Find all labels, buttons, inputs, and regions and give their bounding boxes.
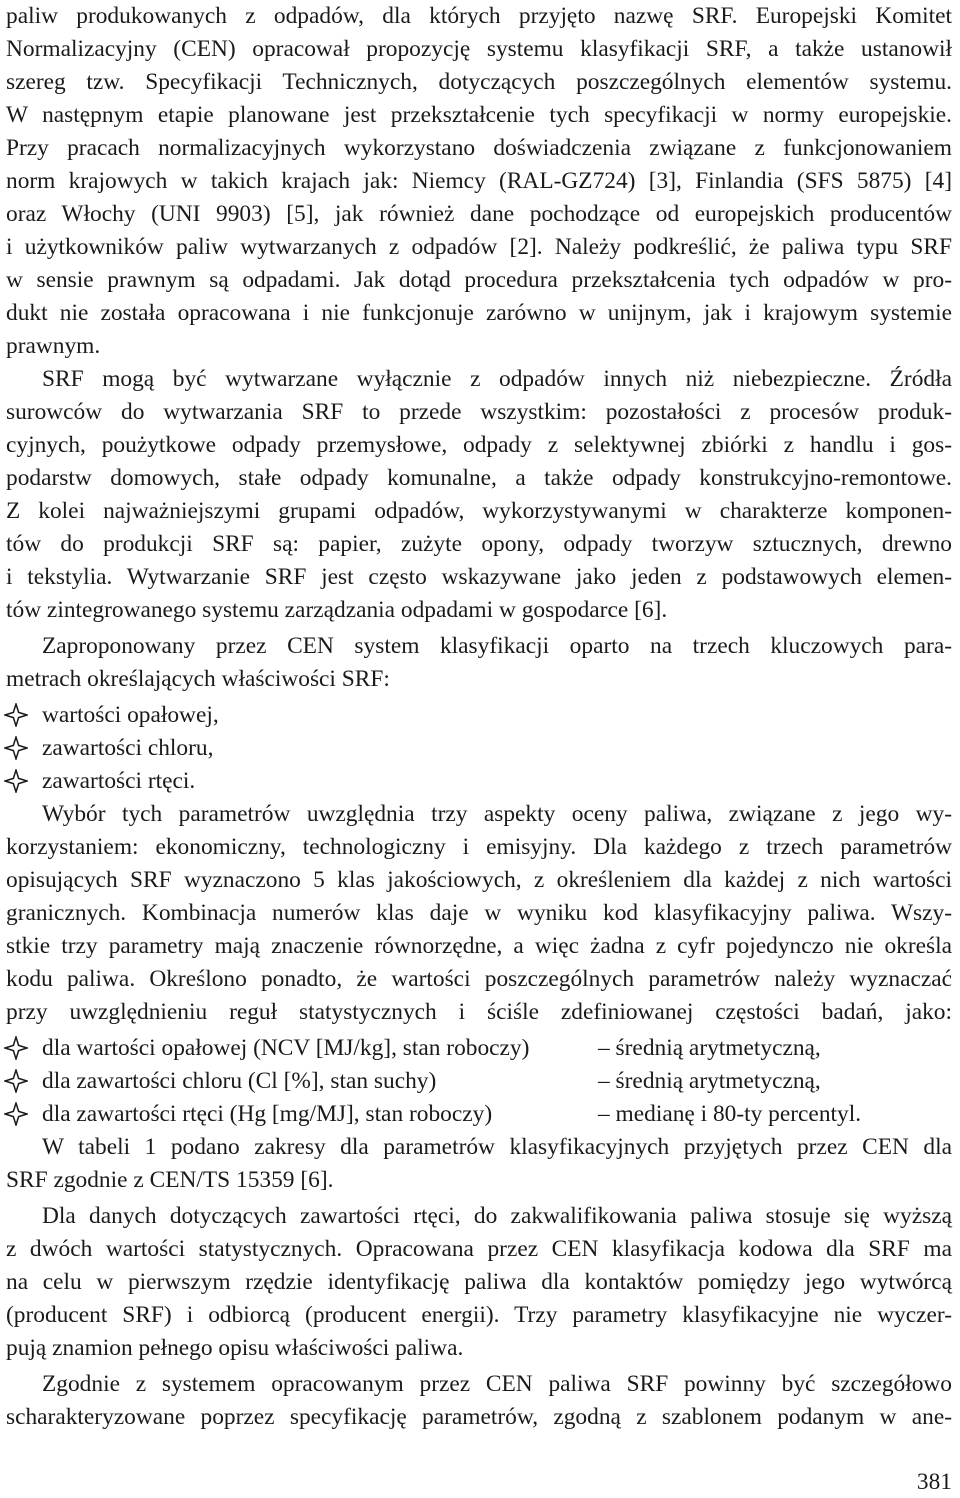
text-line: stkie trzy parametry mają znaczenie równorzędne, a więc żadna z cyfr pojedynczo nie określa (6, 933, 952, 959)
text-line: paliw produkowanych z odpadów, dla których przyjęto nazwę SRF. Europejski Komitet (6, 3, 952, 29)
text-line: oraz Włochy (UNI 9903) [5], jak również dane pochodzące od europejskich producentów (6, 201, 952, 227)
text-line: Normalizacyjny (CEN) opracował propozycję systemu klasyfikacji SRF, a także ustanowił (6, 36, 952, 62)
text-line: prawnym. (6, 333, 101, 359)
text-line: tów zintegrowanego systemu zarządzania odpadami w gospodarce [6]. (6, 597, 668, 623)
criteria-statistic: – medianę i 80-ty percentyl. (598, 1101, 862, 1127)
text-line: Zaproponowany przez CEN system klasyfikacji oparto na trzech kluczowych para- (42, 633, 952, 659)
text-line: SRF mogą być wytwarzane wyłącznie z odpadów innych niż niebezpieczne. Źródła (42, 366, 952, 392)
star-bullet-icon (4, 703, 28, 727)
text-line: kodu paliwa. Określono ponadto, że wartości poszczególnych parametrów należy wyznaczać (6, 966, 952, 992)
text-line: W tabeli 1 podano zakresy dla parametrów klasyfikacyjnych przyjętych przez CEN dla (42, 1134, 952, 1160)
text-line: opisujących SRF wyznaczono 5 klas jakościowych, z określeniem dla każdej z nich wartości (6, 867, 952, 893)
criteria-parameter: dla zawartości rtęci (Hg [mg/MJ], stan roboczy) (42, 1101, 493, 1127)
text-line: przy uwzględnieniu reguł statystycznych i ściśle zdefiniowanej częstości badań, jako: (6, 999, 952, 1025)
text-line: i użytkowników paliw wytwarzanych z odpadów [2]. Należy podkreślić, że paliwa typu SRF (6, 234, 952, 260)
list-item: zawartości rtęci. (42, 768, 196, 794)
text-line: szereg tzw. Specyfikacji Technicznych, dotyczących poszczególnych elementów systemu. (6, 69, 952, 95)
text-line: z dwóch wartości statystycznych. Opracowana przez CEN klasyfikacja kodowa dla SRF ma (6, 1236, 952, 1262)
text-line: Przy pracach normalizacyjnych wykorzystano doświadczenia związane z funkcjonowaniem (6, 135, 952, 161)
text-line: Z kolei najważniejszymi grupami odpadów, wykorzystywanymi w charakterze komponen- (6, 498, 952, 524)
text-line: granicznych. Kombinacja numerów klas daje w wyniku kod klasyfikacyjny paliwa. Wszy- (6, 900, 952, 926)
text-line: na celu w pierwszym rzędzie identyfikację paliwa dla kontaktów pomiędzy jego wytwórcą (6, 1269, 952, 1295)
star-bullet-icon (4, 1102, 28, 1126)
text-line: w sensie prawnym są odpadami. Jak dotąd procedura przekształcenia tych odpadów w pro- (6, 267, 952, 293)
star-bullet-icon (4, 1036, 28, 1060)
star-bullet-icon (4, 1069, 28, 1093)
criteria-statistic: – średnią arytmetyczną, (598, 1068, 821, 1094)
text-line: pują znamion pełnego opisu właściwości paliwa. (6, 1335, 464, 1361)
text-line: Wybór tych parametrów uwzględnia trzy aspekty oceny paliwa, związane z jego wy- (42, 801, 952, 827)
text-line: cyjnych, poużytkowe odpady przemysłowe, odpady z selektywnej zbiórki z handlu i gos- (6, 432, 952, 458)
text-line: scharakteryzowane poprzez specyfikację parametrów, zgodną z szablonem podanym w ane- (6, 1404, 952, 1430)
text-line: podarstw domowych, stałe odpady komunalne, a także odpady konstrukcyjno-remontowe. (6, 465, 952, 491)
criteria-statistic: – średnią arytmetyczną, (598, 1035, 821, 1061)
criteria-parameter: dla wartości opałowej (NCV [MJ/kg], stan roboczy) (42, 1035, 530, 1061)
text-line: W następnym etapie planowane jest przekształcenie tych specyfikacji w normy europejskie. (6, 102, 952, 128)
text-line: SRF zgodnie z CEN/TS 15359 [6]. (6, 1167, 334, 1193)
page-number: 381 (916, 1469, 952, 1495)
star-bullet-icon (4, 769, 28, 793)
star-bullet-icon (4, 736, 28, 760)
text-line: norm krajowych w takich krajach jak: Niemcy (RAL-GZ724) [3], Finlandia (SFS 5875) [4] (6, 168, 952, 194)
text-line: dukt nie została opracowana i nie funkcjonuje zarówno w unijnym, jak i krajowym systemie (6, 300, 952, 326)
text-line: Dla danych dotyczących zawartości rtęci, do zakwalifikowania paliwa stosuje się wyższą (42, 1203, 952, 1229)
text-line: i tekstylia. Wytwarzanie SRF jest często wskazywane jako jeden z podstawowych elemen- (6, 564, 952, 590)
text-line: metrach określających właściwości SRF: (6, 666, 390, 692)
text-line: (producent SRF) i odbiorcą (producent energii). Trzy parametry klasyfikacyjne nie wyczer- (6, 1302, 952, 1328)
text-line: surowców do wytwarzania SRF to przede wszystkim: pozostałości z procesów produk- (6, 399, 952, 425)
list-item: wartości opałowej, (42, 702, 219, 728)
text-line: Zgodnie z systemem opracowanym przez CEN paliwa SRF powinny być szczegółowo (42, 1371, 952, 1397)
text-line: korzystaniem: ekonomiczny, technologiczny i emisyjny. Dla każdego z trzech parametrów (6, 834, 952, 860)
text-line: tów do produkcji SRF są: papier, zużyte opony, odpady tworzyw sztucznych, drewno (6, 531, 952, 557)
criteria-parameter: dla zawartości chloru (Cl [%], stan suchy) (42, 1068, 437, 1094)
list-item: zawartości chloru, (42, 735, 214, 761)
